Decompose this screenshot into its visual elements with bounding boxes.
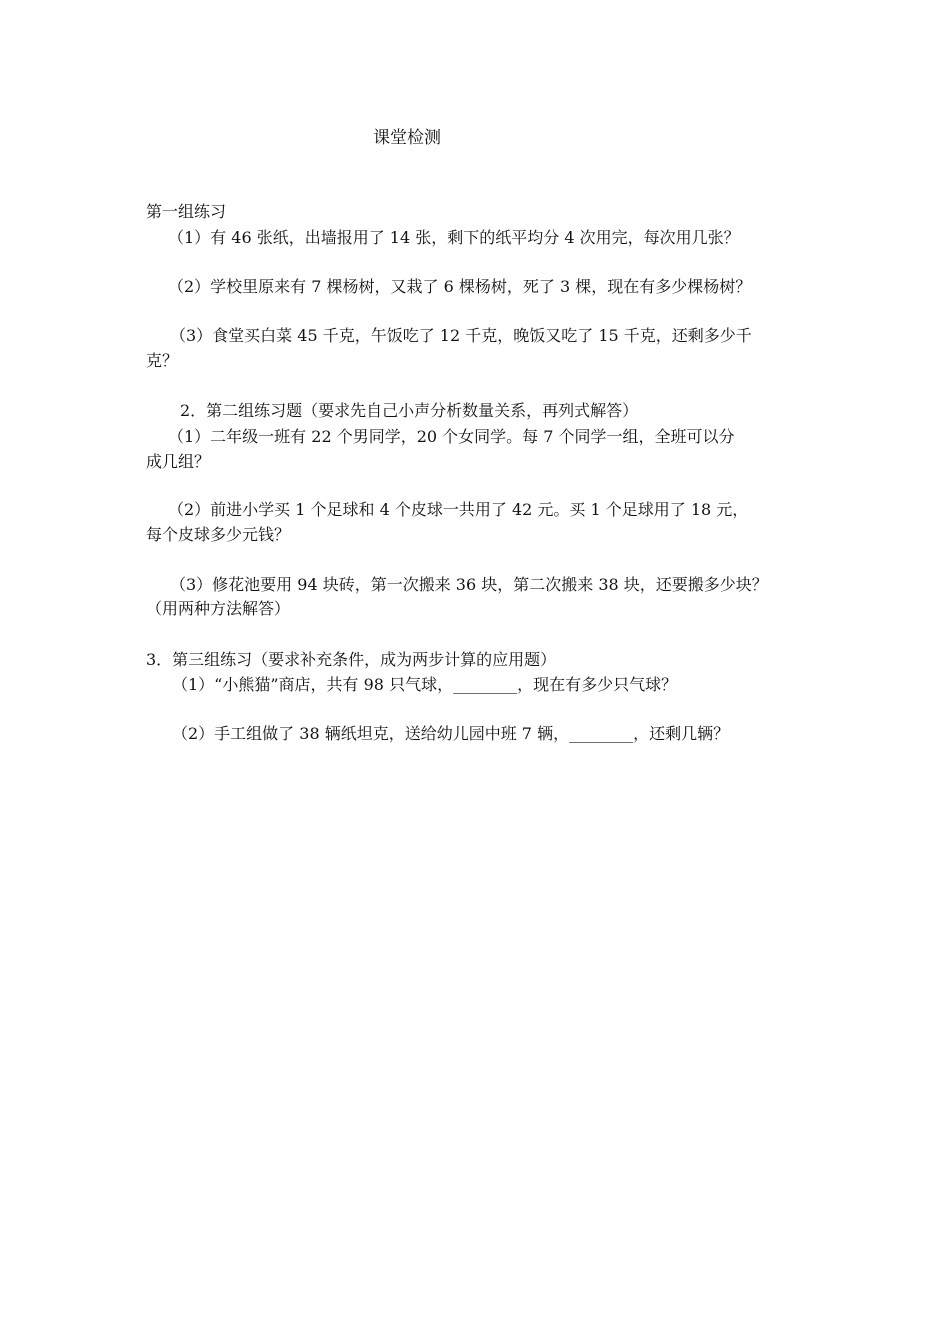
group1-question-1: （1）有 46 张纸，出墙报用了 14 张，剩下的纸平均分 4 次用完，每次用几张？ bbox=[168, 228, 740, 247]
page-title: 课堂检测 bbox=[373, 128, 441, 148]
group3-question-2: （2）手工组做了 38 辆纸坦克，送给幼儿园中班 7 辆，________，还剩几辆？ bbox=[172, 724, 730, 743]
group1-heading: 第一组练习 bbox=[146, 202, 227, 221]
group2-question-1-line1: （1）二年级一班有 22 个男同学，20 个女同学。每 7 个同学一组，全班可以分 bbox=[168, 427, 735, 446]
group2-question-3-line2: （用两种方法解答） bbox=[146, 599, 291, 618]
group2-question-1-line2: 成几组？ bbox=[146, 452, 211, 471]
group2-question-3-line1: （3）修花池要用 94 块砖，第一次搬来 36 块，第二次搬来 38 块，还要搬多少块？ bbox=[170, 575, 768, 594]
group1-question-2: （2）学校里原来有 7 棵杨树，又栽了 6 棵杨树，死了 3 棵，现在有多少棵杨树？ bbox=[168, 277, 752, 296]
group3-heading: 3．第三组练习（要求补充条件，成为两步计算的应用题） bbox=[146, 650, 557, 669]
group3-question-1: （1）“小熊猫”商店，共有 98 只气球，________，现在有多少只气球？ bbox=[172, 675, 678, 694]
group1-question-3-line2: 克？ bbox=[146, 351, 179, 370]
group1-question-3-line1: （3）食堂买白菜 45 千克，午饭吃了 12 千克，晚饭又吃了 15 千克，还剩多少千 bbox=[170, 326, 752, 345]
group2-question-2-line2: 每个皮球多少元钱？ bbox=[146, 525, 291, 544]
group2-heading: 2．第二组练习题（要求先自己小声分析数量关系，再列式解答） bbox=[180, 401, 639, 420]
group2-question-2-line1: （2）前进小学买 1 个足球和 4 个皮球一共用了 42 元。买 1 个足球用了 18 元， bbox=[168, 500, 749, 519]
